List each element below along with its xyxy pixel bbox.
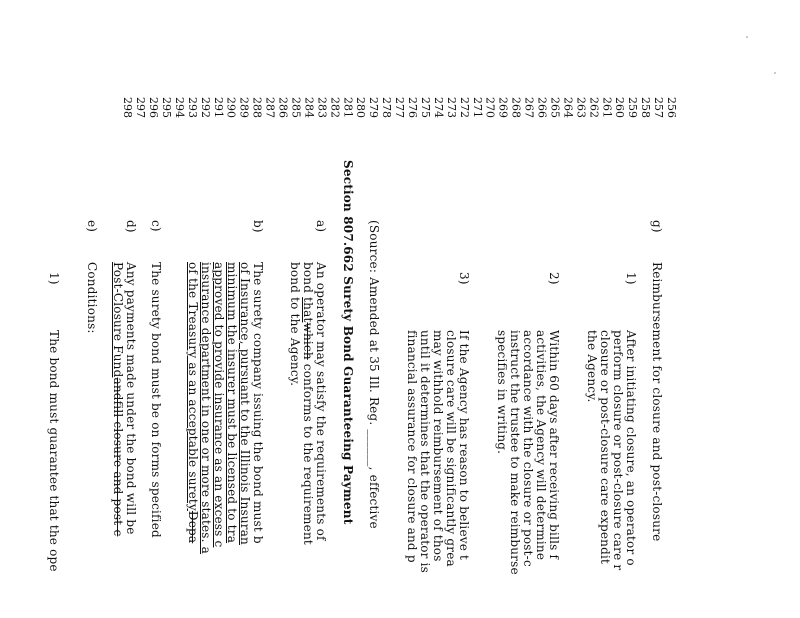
item-2-line-4: instruct the trustee to make reimburse <box>508 330 522 575</box>
subsection-b-line-1: The surety company issuing the bond must b <box>251 262 265 544</box>
item-3-label: 3) <box>457 272 471 285</box>
line-number: 281 <box>341 97 355 118</box>
line-number: 293 <box>185 97 199 118</box>
subsection-c-label: c) <box>149 220 163 232</box>
line-number: 285 <box>289 97 303 118</box>
item-3-line-2: closure care will be significantly grea <box>444 330 458 567</box>
item-1-line-3: closure or post-closure care expendit <box>598 330 612 565</box>
line-number: 266 <box>535 97 549 118</box>
item-2-label: 2) <box>547 272 561 285</box>
subsection-a-line-1: An operator may satisfy the requirements of <box>314 262 328 541</box>
line-number: 267 <box>522 97 536 118</box>
line-number: 291 <box>211 97 225 118</box>
item-2-line-5: specifies in writing. <box>495 330 509 455</box>
item-1-line-2: perform closure or post-closure care r <box>611 330 625 571</box>
subsection-b-line-5: insurance department in one or more states. a <box>199 262 213 555</box>
subsection-b-line-2: of Insurance, pursuant to the Illinois Insuran <box>238 262 252 545</box>
source-note: (Source: Amended at 35 Ill. Reg. ______, effective <box>367 220 381 529</box>
scan-speck <box>746 36 748 38</box>
line-number: 265 <box>548 97 562 118</box>
line-number: 259 <box>626 97 640 118</box>
subsection-c-line-1: The surety bond must be on forms specified <box>149 262 163 538</box>
line-number: 283 <box>315 97 329 118</box>
subsection-g-text: Reimbursement for closure and post-closure <box>650 262 664 542</box>
line-number: 278 <box>380 97 394 118</box>
subsection-e-label: e) <box>85 220 99 233</box>
subsection-b-line-4: approved to provide insurance as an excess c <box>212 262 226 548</box>
line-number: 294 <box>172 97 186 118</box>
line-number: 292 <box>198 97 212 118</box>
subsection-a-line-2: bond thatwhich conforms to the requirement <box>301 262 315 545</box>
line-number: 275 <box>418 97 432 118</box>
line-number: 296 <box>147 97 160 118</box>
subsection-b-line-3: minimum the insurer must be licensed to tra <box>225 262 239 544</box>
item-2-line-2: activities, the Agency will determine <box>534 330 548 561</box>
line-number: 270 <box>483 97 497 118</box>
subsection-b-label: b) <box>251 220 265 233</box>
line-number: 276 <box>406 97 419 118</box>
line-number: 287 <box>263 97 277 118</box>
item-3-line-3: may withhold reimbursement of thos <box>431 330 445 562</box>
line-number: 268 <box>509 97 523 118</box>
line-number: 274 <box>431 97 445 118</box>
condition-1-label: 1) <box>47 272 61 285</box>
item-2-line-3: accordance with the closure or post-c <box>521 330 535 567</box>
line-number: 258 <box>639 97 653 118</box>
line-number: 284 <box>302 97 316 118</box>
line-number: 282 <box>328 97 342 118</box>
line-number: 286 <box>276 97 290 118</box>
subsection-d-line-1: Any payments made under the bond will be <box>124 262 138 535</box>
condition-1-line-1: The bond must guarantee that the ope <box>47 330 61 572</box>
line-number: 260 <box>613 97 627 118</box>
section-heading: Section 807.662 Surety Bond Guaranteeing Payment <box>341 160 355 525</box>
item-1-line-4: the Agency. <box>585 330 599 403</box>
line-number: 257 <box>652 97 666 118</box>
line-number: 261 <box>600 97 614 118</box>
subsection-a-label: a) <box>314 220 328 233</box>
line-number: 289 <box>237 97 251 118</box>
line-number: 272 <box>457 97 471 118</box>
line-number: 256 <box>665 97 678 118</box>
line-number: 298 <box>121 97 135 118</box>
item-3-line-5: financial assurance for closure and p <box>405 330 419 563</box>
line-number: 277 <box>393 97 407 118</box>
item-2-line-1: Within 60 days after receiving bills f <box>547 330 561 560</box>
line-number: 263 <box>574 97 588 118</box>
line-number: 271 <box>470 97 484 118</box>
subsection-b-line-6: of the Treasury as an acceptable suretyDepa <box>186 262 200 544</box>
line-number: 262 <box>587 97 601 118</box>
line-number: 290 <box>224 97 238 118</box>
subsection-a-line-3: bond to the Agency. <box>288 262 302 387</box>
subsection-g-label: g) <box>650 220 664 233</box>
line-number: 288 <box>250 97 264 118</box>
line-number: 279 <box>367 97 381 118</box>
line-number: 280 <box>354 97 368 118</box>
subsection-e-line-1: Conditions: <box>85 262 99 334</box>
line-number: 295 <box>159 97 173 118</box>
item-1-line-1: After initiating closure, an operator o <box>624 330 638 566</box>
line-number: 264 <box>561 97 575 118</box>
subsection-d-label: d) <box>124 220 138 233</box>
item-3-line-1: If the Agency has reason to believe t <box>457 330 471 561</box>
subsection-d-line-2: Post-Closure Fundandfill closure and post-c <box>111 262 125 537</box>
line-number: 273 <box>444 97 458 118</box>
scan-speck <box>774 72 776 74</box>
line-number: 269 <box>496 97 510 118</box>
item-3-line-4: until it determines that the operator is <box>418 330 432 574</box>
item-1-label: 1) <box>624 272 638 285</box>
line-number: 297 <box>134 97 148 118</box>
